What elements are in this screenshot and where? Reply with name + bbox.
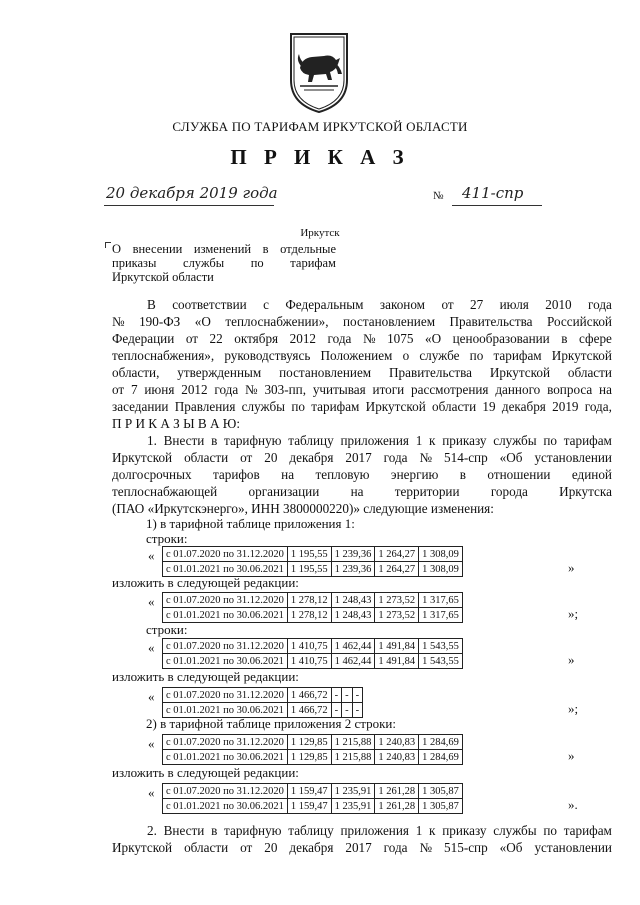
word: тарифную: [224, 823, 282, 838]
tariff-value-cell: 1 462,44: [331, 639, 375, 654]
tariff-value-cell: -: [331, 688, 342, 703]
preamble-paragraph: [112, 296, 612, 432]
period-cell: с 01.07.2020 по 31.12.2020: [163, 735, 288, 750]
word: энергию: [390, 467, 439, 482]
word: области: [184, 450, 229, 465]
table-row: [163, 608, 463, 623]
tariff-value-cell: 1 317,65: [419, 593, 463, 608]
item-2-paragraph: [112, 822, 612, 856]
period-cell: с 01.07.2020 по 31.12.2020: [163, 688, 288, 703]
word: отношении: [487, 467, 551, 482]
tariff-value-cell: -: [342, 703, 353, 718]
word: по: [543, 433, 557, 448]
word: по: [291, 399, 305, 414]
tariff-value-cell: 1 284,69: [419, 750, 463, 765]
tariff-table: [162, 687, 363, 718]
word: территории: [394, 484, 460, 499]
tariff-value-cell: 1 261,28: [375, 799, 419, 814]
tariff-value-cell: 1 159,47: [287, 799, 331, 814]
word: вопроса: [547, 382, 593, 397]
word: №: [362, 331, 376, 346]
word: данного: [495, 382, 541, 397]
table-row: [163, 547, 463, 562]
rows-label: строки:: [146, 622, 188, 637]
word: соответствии: [172, 297, 247, 312]
word: Иркутской: [112, 840, 173, 855]
word: таблицу: [288, 433, 334, 448]
city-name: Иркутск: [300, 227, 340, 239]
word: 2.: [147, 823, 157, 838]
word: по: [543, 823, 557, 838]
handwritten-date: 20 декабря 2019 года: [106, 184, 278, 202]
word: 514-спр: [444, 450, 488, 465]
word: 27: [470, 297, 484, 312]
tariff-value-cell: 1 273,52: [375, 593, 419, 608]
quote-open: «: [148, 640, 155, 655]
word: В: [147, 297, 156, 312]
word: Внести: [163, 433, 205, 448]
word: на: [350, 484, 364, 499]
word: к: [429, 823, 436, 838]
word: 2019: [552, 399, 579, 414]
tariff-value-cell: 1 278,12: [287, 593, 331, 608]
subitem-1: 1) в тарифной таблице приложения 1:: [146, 516, 355, 531]
word: приложения: [340, 823, 409, 838]
word: июня: [144, 382, 175, 397]
replace-label: изложить в следующей редакции:: [112, 669, 299, 684]
subject-line: [112, 242, 336, 256]
word: заседании: [112, 399, 169, 414]
word: законом: [379, 297, 426, 312]
word: года: [383, 840, 408, 855]
word: декабря: [289, 450, 334, 465]
word: 1: [415, 433, 423, 448]
period-cell: с 01.07.2020 по 31.12.2020: [163, 593, 288, 608]
text-line: [112, 822, 612, 839]
tariff-value-cell: 1 491,84: [375, 654, 419, 669]
word: приказы: [112, 256, 157, 270]
word: теплоснабжающей: [112, 484, 218, 499]
word: службы: [493, 433, 537, 448]
tariff-value-cell: 1 543,55: [419, 639, 463, 654]
word: учитывая: [312, 382, 366, 397]
word: июля: [499, 297, 529, 312]
word: Иркутской: [365, 399, 426, 414]
word: ценообразовании: [452, 331, 550, 346]
quote-close: ».: [568, 797, 578, 812]
word: тарифную: [224, 433, 282, 448]
word: 1.: [147, 433, 157, 448]
tariff-value-cell: 1 410,75: [287, 654, 331, 669]
word: приказу: [442, 433, 487, 448]
word: Внести: [163, 823, 205, 838]
tariff-value-cell: 1 235,91: [331, 799, 375, 814]
word: внесении: [132, 242, 183, 256]
text-line: [112, 364, 612, 381]
word: №: [245, 382, 258, 397]
text-line: [112, 347, 612, 364]
quote-open: «: [148, 548, 155, 563]
word: сфере: [579, 331, 612, 346]
word: 515-спр: [444, 840, 488, 855]
document-subject: [112, 242, 336, 284]
tariff-value-cell: -: [352, 703, 363, 718]
table-row: [163, 784, 463, 799]
table-row: [163, 639, 463, 654]
word: Правительства: [449, 314, 533, 329]
table-row: [163, 593, 463, 608]
word: 1075: [387, 331, 414, 346]
word: 22: [209, 331, 223, 346]
word: приложения: [340, 433, 409, 448]
document-title: П Р И К А З: [230, 145, 410, 169]
word: тарифам: [290, 256, 336, 270]
word: от: [240, 840, 253, 855]
word: Правления: [174, 399, 236, 414]
tariff-value-cell: 1 235,91: [331, 784, 375, 799]
word: области: [432, 399, 477, 414]
tariff-value-cell: 1 195,55: [287, 547, 331, 562]
tariff-table: [162, 638, 463, 669]
word: изменений: [193, 242, 252, 256]
word: «О: [194, 314, 211, 329]
tariff-value-cell: 1 215,88: [331, 735, 375, 750]
word: «Об: [499, 450, 523, 465]
tariff-value-cell: -: [331, 703, 342, 718]
tariff-table: [162, 783, 463, 814]
word: года,: [584, 399, 612, 414]
tariff-value-cell: 1 264,27: [375, 547, 419, 562]
word: долгосрочных: [112, 467, 192, 482]
word: 303-пп,: [264, 382, 307, 397]
word: о: [402, 348, 410, 363]
word: службе: [419, 348, 460, 363]
tariff-value-cell: 1 491,84: [375, 639, 419, 654]
period-cell: с 01.01.2021 по 30.06.2021: [163, 750, 288, 765]
word: декабря: [289, 840, 334, 855]
text-line: [112, 483, 612, 500]
word: Федерации: [112, 331, 175, 346]
word: постановлением: [342, 314, 436, 329]
word: службы: [183, 256, 225, 270]
item-1-paragraph: [112, 432, 612, 517]
word: тарифам: [493, 348, 542, 363]
tariff-value-cell: 1 543,55: [419, 654, 463, 669]
period-cell: с 01.07.2020 по 31.12.2020: [163, 639, 288, 654]
word: тепловую: [315, 467, 370, 482]
word: города: [490, 484, 528, 499]
tariff-value-cell: 1 264,27: [375, 562, 419, 577]
word: от: [112, 382, 125, 397]
quote-close: »: [568, 748, 575, 763]
table-row: [163, 654, 463, 669]
word: 19: [482, 399, 496, 414]
text-line: [112, 449, 612, 466]
word: 1: [415, 823, 423, 838]
period-cell: с 01.01.2021 по 30.06.2021: [163, 608, 288, 623]
period-cell: с 01.01.2021 по 30.06.2021: [163, 654, 288, 669]
tariff-value-cell: 1 248,43: [331, 593, 375, 608]
tariff-value-cell: 1 466,72: [287, 703, 331, 718]
word: 2012: [181, 382, 208, 397]
word: №: [419, 450, 433, 465]
decree-word: П Р И К А З Ы В А Ю:: [112, 416, 241, 431]
table-row: [163, 735, 463, 750]
table-row: [163, 688, 363, 703]
period-cell: с 01.07.2020 по 31.12.2020: [163, 547, 288, 562]
word: к: [429, 433, 436, 448]
period-cell: с 01.01.2021 по 30.06.2021: [163, 562, 288, 577]
word: 2017: [345, 840, 372, 855]
word: Федеральным: [285, 297, 364, 312]
tariff-value-cell: 1 248,43: [331, 608, 375, 623]
word: на: [599, 382, 612, 397]
tariff-table: [162, 734, 463, 765]
word: с: [263, 297, 269, 312]
text-line: [112, 381, 612, 398]
number-underline: [452, 205, 542, 206]
tariff-value-cell: 1 129,85: [287, 735, 331, 750]
word: года: [327, 331, 352, 346]
word: от: [441, 297, 454, 312]
word: службы: [241, 399, 286, 414]
tariff-value-cell: 1 215,88: [331, 750, 375, 765]
replace-label: изложить в следующей редакции:: [112, 765, 299, 780]
word: тарифам: [563, 433, 612, 448]
word: 20: [264, 840, 278, 855]
word: 20: [264, 450, 278, 465]
word: по: [250, 256, 264, 270]
word: в: [459, 467, 467, 482]
tariff-value-cell: 1 410,75: [287, 639, 331, 654]
tariff-value-cell: 1 239,36: [331, 562, 375, 577]
quote-close: »: [568, 560, 575, 575]
period-cell: с 01.01.2021 по 30.06.2021: [163, 703, 288, 718]
word: октября: [234, 331, 279, 346]
word: 2010: [545, 297, 572, 312]
word: установлении: [534, 840, 612, 855]
word: единой: [571, 467, 612, 482]
word: тарифов: [212, 467, 260, 482]
word: 2012: [289, 331, 317, 346]
word: в: [211, 433, 218, 448]
word: тарифам: [563, 823, 612, 838]
word: в: [211, 823, 218, 838]
word: области,: [112, 365, 160, 380]
number-label: №: [433, 190, 444, 202]
word: по: [469, 348, 484, 363]
text-line: [112, 398, 612, 415]
subitem-2: 2) в тарифной таблице приложения 2 строки:: [146, 716, 396, 731]
word: итоги: [372, 382, 405, 397]
word: Иркутска: [559, 484, 612, 499]
word: постановлением: [279, 365, 372, 380]
quote-open: «: [148, 785, 155, 800]
handwritten-number: 411-спр: [462, 184, 524, 202]
word: службы: [493, 823, 537, 838]
word: О: [112, 242, 122, 256]
tariff-value-cell: 1 261,28: [375, 784, 419, 799]
word: на: [281, 467, 295, 482]
word: года: [214, 382, 239, 397]
quote-close: »;: [568, 606, 579, 621]
word: от: [185, 331, 198, 346]
text-line: [112, 466, 612, 483]
subject-corner-mark: [105, 242, 111, 248]
quote-open: «: [148, 594, 155, 609]
text-line: (ПАО «Иркутскэнерго», ИНН 3800000220)» следующие изменения:: [112, 501, 494, 516]
tariff-value-cell: 1 305,87: [419, 784, 463, 799]
date-underline: [104, 205, 274, 206]
period-cell: с 01.07.2020 по 31.12.2020: [163, 784, 288, 799]
tariff-value-cell: 1 239,36: [331, 547, 375, 562]
tariff-value-cell: 1 240,83: [375, 750, 419, 765]
word: Иркутской: [551, 348, 612, 363]
word: таблицу: [288, 823, 334, 838]
quote-close: »: [568, 652, 575, 667]
quote-close: »;: [568, 701, 579, 716]
tariff-table: [162, 546, 463, 577]
word: Российской: [546, 314, 612, 329]
word: рассмотрения: [411, 382, 489, 397]
table-row: [163, 750, 463, 765]
word: теплоснабжении»,: [225, 314, 329, 329]
quote-open: «: [148, 689, 155, 704]
text-line: [112, 432, 612, 449]
replace-label: изложить в следующей редакции:: [112, 575, 299, 590]
tariff-value-cell: 1 240,83: [375, 735, 419, 750]
tariff-value-cell: 1 308,09: [419, 562, 463, 577]
text-line: [112, 839, 612, 856]
word: руководствуясь: [224, 348, 311, 363]
word: установлении: [534, 450, 612, 465]
word: от: [240, 450, 253, 465]
tariff-value-cell: 1 273,52: [375, 608, 419, 623]
coat-of-arms-icon: [288, 30, 350, 114]
tariff-value-cell: 1 284,69: [419, 735, 463, 750]
word: теплоснабжения»,: [112, 348, 215, 363]
word: года: [588, 297, 612, 312]
word: «О: [424, 331, 442, 346]
tariff-value-cell: 1 305,87: [419, 799, 463, 814]
tariff-value-cell: 1 159,47: [287, 784, 331, 799]
word: «Об: [499, 840, 523, 855]
text-line: [112, 296, 612, 313]
word: года: [383, 450, 408, 465]
tariff-value-cell: 1 308,09: [419, 547, 463, 562]
word: Положением: [320, 348, 393, 363]
tariff-value-cell: 1 466,72: [287, 688, 331, 703]
tariff-value-cell: 1 278,12: [287, 608, 331, 623]
word: №: [112, 314, 125, 329]
word: области: [567, 365, 612, 380]
rows-label: строки:: [146, 531, 188, 546]
tariff-value-cell: 1 129,85: [287, 750, 331, 765]
word: отдельные: [280, 242, 336, 256]
word: декабря: [501, 399, 546, 414]
text-line: [112, 313, 612, 330]
tariff-value-cell: -: [352, 688, 363, 703]
tariff-value-cell: 1 317,65: [419, 608, 463, 623]
word: Иркутской: [112, 450, 173, 465]
tariff-value-cell: -: [342, 688, 353, 703]
word: Иркутской: [489, 365, 551, 380]
word: в: [262, 242, 269, 256]
agency-name: СЛУЖБА ПО ТАРИФАМ ИРКУТСКОЙ ОБЛАСТИ: [172, 119, 468, 134]
table-row: [163, 799, 463, 814]
tariff-value-cell: 1 462,44: [331, 654, 375, 669]
word: приказу: [442, 823, 487, 838]
period-cell: с 01.01.2021 по 30.06.2021: [163, 799, 288, 814]
subject-line: [112, 256, 336, 270]
word: утвержденным: [177, 365, 262, 380]
quote-open: «: [148, 736, 155, 751]
word: 2017: [345, 450, 372, 465]
word: организации: [248, 484, 320, 499]
tariff-table: [162, 592, 463, 623]
text-line: [112, 330, 612, 347]
word: 7: [130, 382, 138, 397]
word: 190-ФЗ: [139, 314, 181, 329]
word: Правительства: [389, 365, 473, 380]
word: области: [184, 840, 229, 855]
word: №: [419, 840, 433, 855]
word: тарифам: [311, 399, 360, 414]
tariff-value-cell: 1 195,55: [287, 562, 331, 577]
word: в: [561, 331, 568, 346]
subject-line: Иркутской области: [112, 270, 214, 284]
